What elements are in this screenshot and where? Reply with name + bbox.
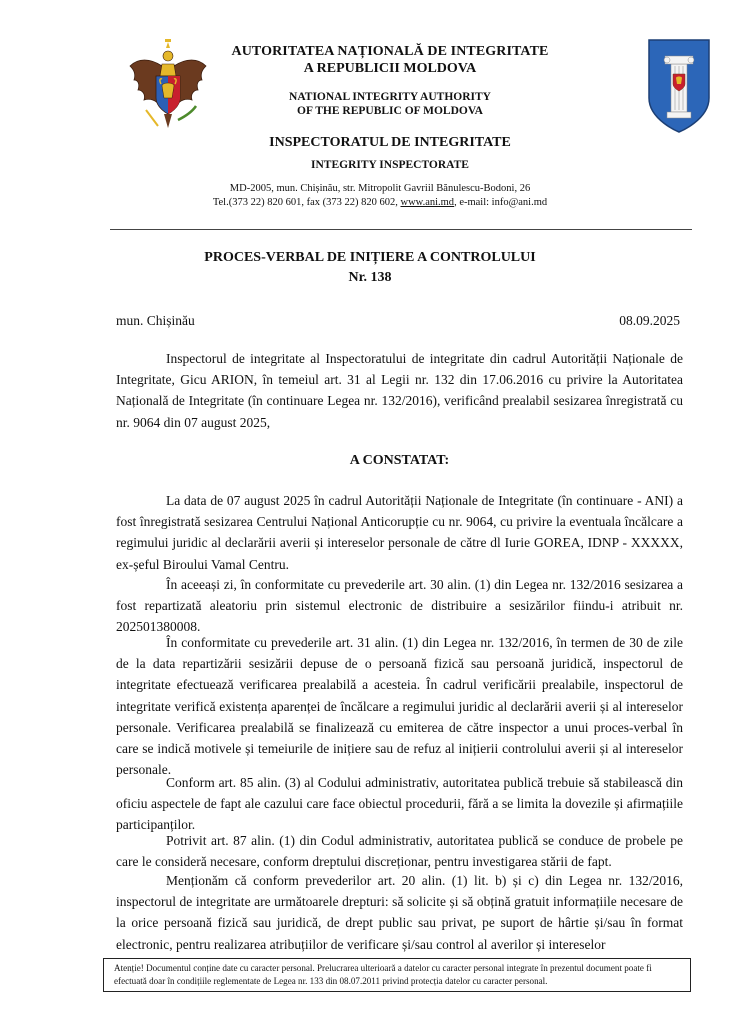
body-paragraph: La data de 07 august 2025 în cadrul Autorității Naționale de Integritate (în continuare - ANI) a fost înregistrată sesizarea Centrului Național Anticorupție cu nr. 9064, cu privire la eventuala încălcare a regimului juridic al declarării averii și intereselor personale de către dl Iurie GOREA, IDNP - XXXXX, ex-șeful Biroului Vamal Centru. [116, 493, 683, 572]
org-name-ro-line2: A REPUBLICII MOLDOVA [303, 61, 477, 76]
org-name-en-line2: OF THE REPUBLIC OF MOLDOVA [297, 105, 483, 117]
chisinau-crest-icon [647, 38, 711, 134]
body-paragraph: Menționăm că conform prevederilor art. 20 alin. (1) lit. b) și c) din Legea nr. 132/2016, inspectorul de integritate are următoarele drepturi: să solicite și să obțină gratuit informațiile necesare de la orice persoană fizică sau juridică, de drept public sau privat, pe suport de hârtie și/sau în format electronic, pentru realizarea atribuțiilor de verificare și/sau control al averilor și intereselor [116, 873, 683, 952]
org-name-ro-line1: AUTORITATEA NAȚIONALĂ DE INTEGRITATE [231, 44, 549, 59]
body-paragraph: Conform art. 85 alin. (3) al Codului administrativ, autoritatea publică trebuie să stabilească din oficiu aspectele de fapt ale cazului care face obiectul procedurii, fără a se limita la dovezile și afirmațiile participanților. [116, 775, 683, 833]
body-paragraph: Potrivit art. 87 alin. (1) din Codul administrativ, autoritatea publică se conduce de probele pe care le consideră necesare, conform dreptului discreționar, pentru investigarea stării de fapt. [116, 833, 683, 870]
body-paragraph: În aceeași zi, în conformitate cu prevederile art. 30 alin. (1) din Legea nr. 132/2016 sesizarea a fost repartizată aleatoriu prin sistemul electronic de distribuire a sesizărilor fiindu-i atribuit nr. 202501380008. [116, 577, 683, 635]
contact-email: , e-mail: info@ani.md [454, 197, 548, 208]
section-heading: A CONSTATAT: [349, 453, 450, 468]
address-line: MD-2005, mun. Chișinău, str. Mitropolit Gavriil Bănulescu-Bodoni, 26 [229, 183, 531, 194]
website-link[interactable]: www.ani.md [400, 197, 455, 208]
org-name-en-line1: NATIONAL INTEGRITY AUTHORITY [289, 91, 491, 103]
document-place: mun. Chișinău [116, 313, 195, 328]
document-title: PROCES-VERBAL DE INIȚIERE A CONTROLULUI [204, 250, 536, 265]
personal-data-notice: Atenție! Documentul conține date cu caracter personal. Prelucrarea ulterioară a datelor cu caracter personal integrate în prezentul document poate fi efectuată doar în condițiile reglementate de Legea nr. 133 din 08.07.2011 privind protecția datelor cu caracter personal. [103, 958, 691, 992]
inspectorate-name-en: INTEGRITY INSPECTORATE [311, 159, 469, 171]
document-date: 08.09.2025 [619, 313, 680, 328]
inspectorate-name-ro: INSPECTORATUL DE INTEGRITATE [269, 135, 511, 150]
body-paragraph: În conformitate cu prevederile art. 31 alin. (1) din Legea nr. 132/2016, în termen de 30 de zile de la data repartizării sesizării depuse de o persoană fizică sau persoană juridică, inspectorul de integritate efectuează verificarea prealabilă a acesteia. În cadrul verificării prealabile, inspectorul de integritate verifică existența aparenței de încălcare a regimului juridic al declarării averii și al intereselor personale. Verificarea prealabilă se finalizează cu emiterea de către inspector a unui proces-verbal în care se indică motivele și temeiurile de inițiere sau de refuz al inițierii controlului averii și al intereselor personale. [116, 635, 683, 778]
contact-line [120, 197, 640, 208]
header-divider [110, 229, 692, 230]
contact-phone-fax: Tel.(373 22) 820 601, fax (373 22) 820 602, [212, 197, 401, 208]
intro-paragraph: Inspectorul de integritate al Inspectoratului de integritate din cadrul Autorității Naționale de Integritate, Gicu ARION, în temeiul art. 31 al Legii nr. 132 din 17.06.2016 cu privire la Autoritatea Națională de Integritate (în continuare Legea nr. 132/2016), verificând prealabil sesizarea înregistrată cu nr. 9064 din 07 august 2025, [116, 351, 683, 430]
document-number: Nr. 138 [348, 270, 392, 285]
